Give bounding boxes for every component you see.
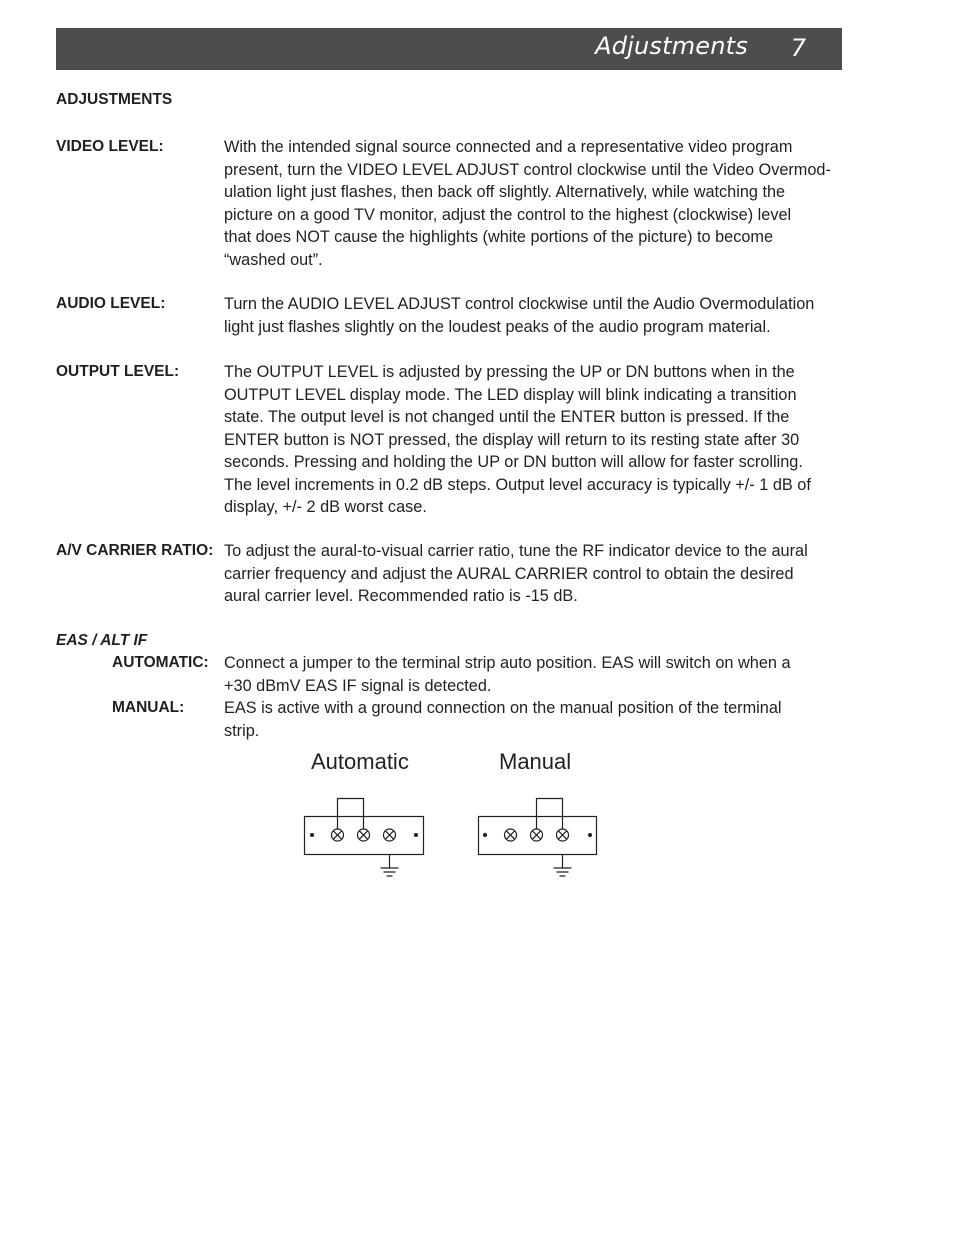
page-header-bar (56, 28, 842, 70)
text-line: picture on a good TV monitor, adjust the control to the highest (clockwise) level (224, 205, 792, 224)
text-line: carrier frequency and adjust the AURAL CARRIER control to obtain the desired (224, 564, 794, 583)
text-line: +30 dBmV EAS IF signal is detected. (224, 676, 492, 695)
terminal-screw-1 (332, 829, 344, 841)
jumper-wire (537, 799, 563, 830)
mounting-hole-left (483, 833, 487, 837)
terminal-screw-3 (557, 829, 569, 841)
entry-body (224, 136, 852, 271)
entry-label: OUTPUT LEVEL: (56, 363, 180, 380)
automatic-terminal-strip-diagram (300, 794, 428, 884)
section-heading: ADJUSTMENTS (56, 91, 173, 108)
entry-label: AUTOMATIC: (112, 654, 209, 671)
ground-symbol (381, 855, 399, 876)
entry-body (224, 293, 852, 338)
text-line: Connect a jumper to the terminal strip auto position. EAS will switch on when a (224, 654, 791, 672)
text-line: display, +/- 2 dB worst case. (224, 498, 427, 516)
terminal-screw-2 (531, 829, 543, 841)
mounting-hole-left (310, 833, 314, 837)
eas-heading: EAS / ALT IF (56, 632, 148, 649)
entry-body (224, 652, 852, 697)
text-line: “washed out”. (224, 250, 323, 269)
text-line: The OUTPUT LEVEL is adjusted by pressing the UP or DN buttons when in the (224, 363, 795, 381)
text-line: strip. (224, 721, 260, 740)
text-line: OUTPUT LEVEL display mode. The LED display will blink indicating a transition (224, 385, 797, 404)
jumper-wire (338, 799, 364, 830)
text-line: present, turn the VIDEO LEVEL ADJUST control clockwise until the Video Overmod- (224, 160, 831, 179)
terminal-screw-1 (505, 829, 517, 841)
entry-body (224, 540, 852, 608)
entry-label: AUDIO LEVEL: (56, 295, 166, 312)
text-line: aural carrier level. Recommended ratio is -15 dB. (224, 587, 578, 605)
text-line: To adjust the aural-to-visual carrier ratio, tune the RF indicator device to the aural (224, 542, 808, 560)
terminal-screw-3 (384, 829, 396, 841)
text-line: EAS is active with a ground connection on the manual position of the terminal (224, 699, 782, 717)
entry-body (224, 697, 852, 742)
mounting-hole-right (414, 833, 418, 837)
text-line: seconds. Pressing and holding the UP or DN button will allow for faster scrolling. (224, 453, 803, 471)
manual-diagram-title: Manual (499, 749, 572, 774)
text-line: Turn the AUDIO LEVEL ADJUST control clockwise until the Audio Overmodulation (224, 295, 815, 313)
automatic-diagram-title: Automatic (311, 749, 409, 774)
entry-label: A/V CARRIER RATIO: (56, 542, 214, 559)
terminal-screw-2 (358, 829, 370, 841)
text-line: light just flashes slightly on the loudest peaks of the audio program material. (224, 317, 771, 336)
text-line: The level increments in 0.2 dB steps. Output level accuracy is typically +/- 1 dB of (224, 475, 811, 494)
text-line: ENTER button is NOT pressed, the display will return to its resting state after 30 (224, 430, 800, 449)
entry-label: MANUAL: (112, 699, 185, 716)
page-number: 7 (790, 34, 806, 62)
ground-symbol (554, 855, 572, 876)
text-line: ulation light just flashes, then back off slightly. Alternatively, while watching the (224, 183, 786, 201)
entry-body (224, 361, 852, 519)
text-line: state. The output level is not changed until the ENTER button is pressed. If the (224, 408, 790, 426)
page-title: Adjustments (595, 32, 748, 60)
manual-terminal-strip-diagram (474, 794, 602, 884)
text-line: that does NOT cause the highlights (white portions of the picture) to become (224, 228, 774, 246)
entry-label: VIDEO LEVEL: (56, 138, 164, 155)
text-line: With the intended signal source connected and a representative video program (224, 138, 793, 156)
mounting-hole-right (588, 833, 592, 837)
